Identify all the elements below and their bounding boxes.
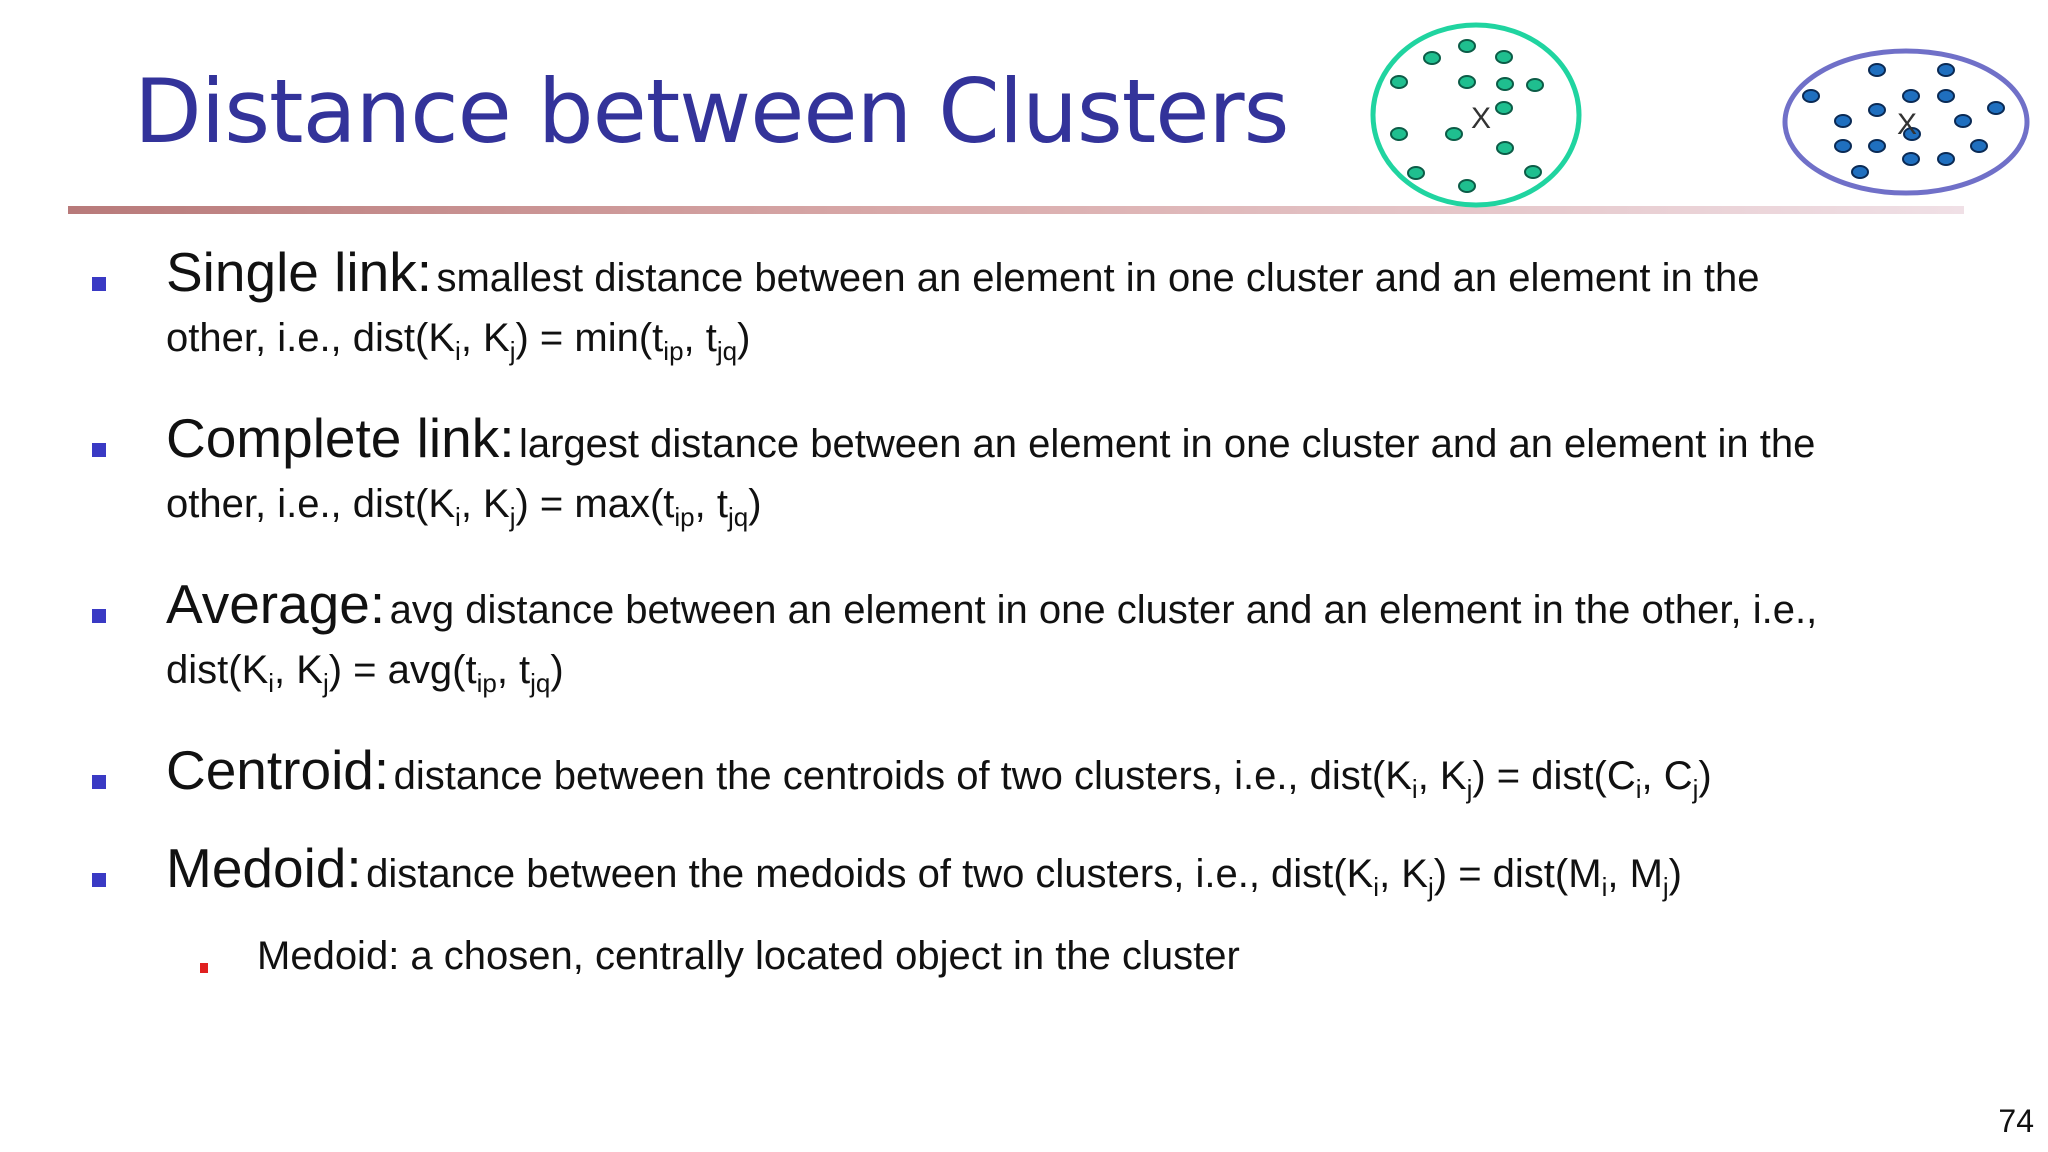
blue-cluster-icon (1785, 51, 2027, 193)
bullet-description: avg distance between an element in one cluster and an element in the other, i.e., (389, 588, 1818, 632)
bullet-complete-link (166, 407, 1996, 532)
sub-bullet-marker (200, 963, 208, 973)
bullet-description: smallest distance between an element in one cluster and an element in the (436, 256, 1760, 300)
bullet-term: Centroid: (166, 739, 390, 801)
bullet-marker (92, 609, 106, 623)
bullet-term: Average: (166, 573, 386, 635)
bullet-formula: other, i.e., $dist(K_i$, $K_j) = \min(t_{ip}$, $t_{jq}$) (166, 316, 751, 366)
bullet-term: Single link: (166, 241, 432, 303)
sub-bullet-medoid-definition: Medoid: a chosen, centrally located object in the cluster (257, 934, 1240, 978)
bullet-centroid (166, 739, 1996, 804)
bullet-formula: distance between the centroids of two clusters, i.e., $dist(K_i$, $K_j$) = $dist(C_i$, $C_j$) (393, 754, 1712, 804)
bullet-single-link (166, 241, 1996, 366)
slide-title: Distance between Clusters (134, 60, 1289, 163)
bullet-marker (92, 775, 106, 789)
bullet-marker (92, 873, 106, 887)
centroid-marker: X (1471, 102, 1492, 135)
bullet-formula: distance between the medoids of two clusters, i.e., $dist(K_i$, $K_j$) = $dist(M_i$, $M_j$) (366, 852, 1682, 902)
bullet-term: Complete link: (166, 407, 515, 469)
bullet-formula: other, i.e., $dist(K_i$, $K_j) = \max(t_{ip}$, $t_{jq}$) (166, 482, 762, 532)
bullet-average (166, 573, 1996, 698)
bullet-medoid (166, 837, 1996, 902)
page-number: 74 (1998, 1103, 2034, 1139)
bullet-marker (92, 443, 106, 457)
centroid-marker: X (1897, 108, 1918, 141)
bullet-term: Medoid: (166, 837, 362, 899)
bullet-marker (92, 277, 106, 291)
teal-cluster-icon (1373, 25, 1579, 205)
bullet-description: largest distance between an element in one cluster and an element in the (518, 422, 1816, 466)
bullet-formula: $dist(K_i$, $K_j) = avg(t_{ip}$, $t_{jq}$) (166, 648, 564, 698)
